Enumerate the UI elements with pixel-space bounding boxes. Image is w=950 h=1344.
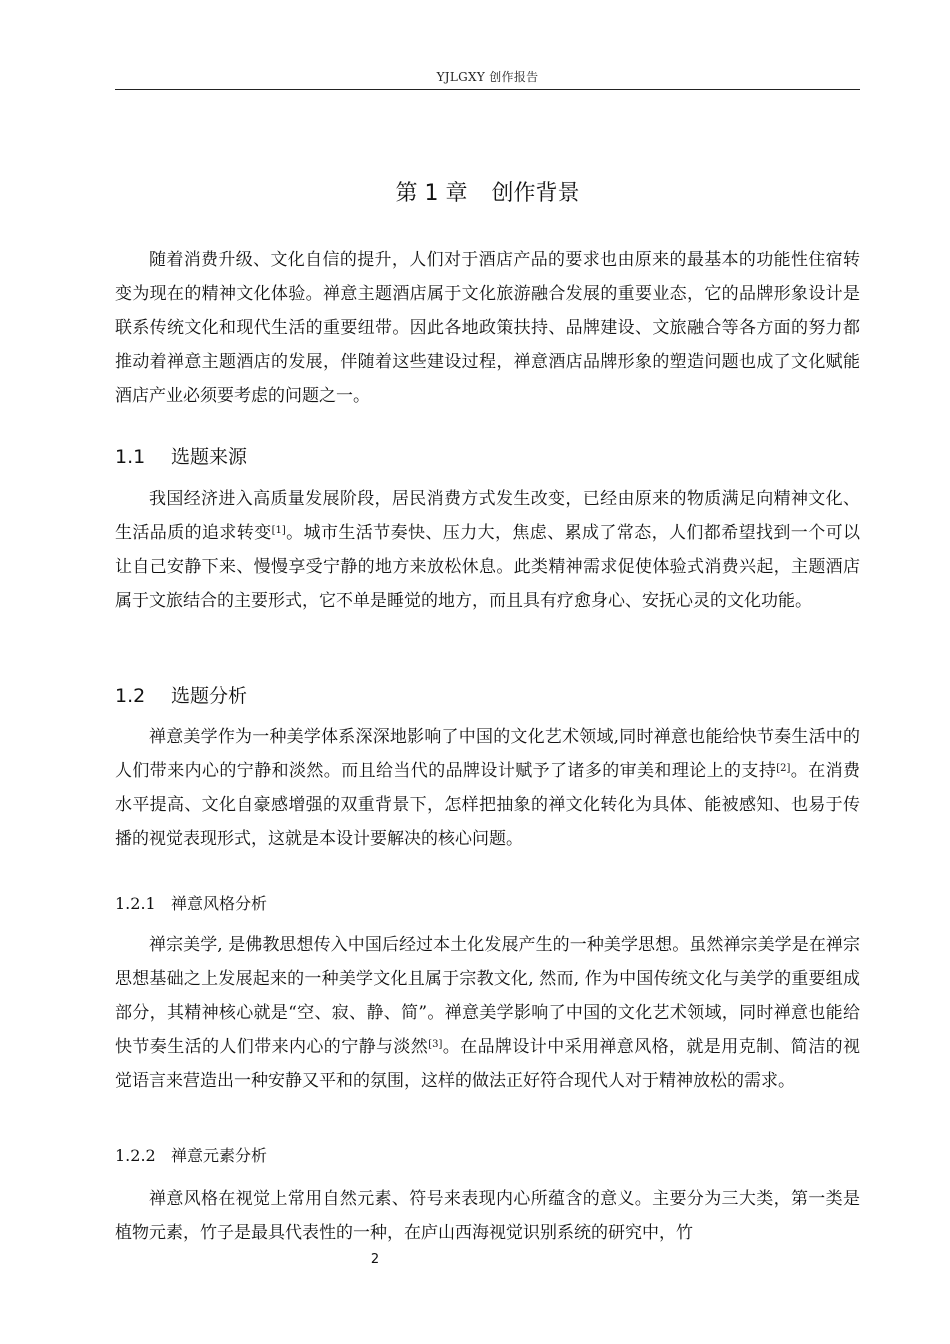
section-heading-1-2 <box>115 682 247 710</box>
paragraph-text: 。在品牌设计中采用禅意风格，就是用克制、简洁的视觉语言来营造出一种安静又平和的氛围，这样的做法正好符合现代人对于精神放松的需求。 <box>115 1037 861 1091</box>
paragraph-text: 。城市生活节奏快、压力大，焦虑、累成了常态，人们都希望找到一个可以让自己安静下来、慢慢享受宁静的地方来放松休息。此类精神需求促使体验式消费兴起，主题酒店属于文旅结合的主要形式，它不单是睡觉的地方，而且具有疗愈身心、安抚心灵的文化功能。 <box>115 523 861 611</box>
section-1-2-2-paragraph: 禅意风格在视觉上常用自然元素、符号来表现内心所蕴含的意义。主要分为三大类，第一类是植物元素，竹子是最具代表性的一种，在庐山西海视觉识别系统的研究中，竹 <box>115 1189 860 1243</box>
section-number: 1.1 <box>115 446 146 468</box>
section-1-2-1-paragraph <box>115 928 860 1098</box>
running-header: YJLGXY 创作报告 <box>436 70 539 84</box>
chapter-number: 第 1 章 <box>395 181 468 206</box>
subsection-title: 禅意元素分析 <box>171 1146 268 1165</box>
subsection-title: 禅意风格分析 <box>171 894 268 913</box>
chapter-title <box>115 176 860 212</box>
paragraph-text: 禅宗美学, 是佛教思想传入中国后经过本土化发展产生的一种美学思想。虽然禅宗美学是在禅宗思想基础之上发展起来的一种美学文化且属于宗教文化, 然而, 作为中国传统文化与美学的重要组成部分，其精神核心就是“空、寂、静、简”。禅意美学影响了中国的文化艺术领域，同时禅意也能给快节奏生活的人们带来内心的宁静与淡然 <box>115 935 860 1057</box>
section-title: 选题分析 <box>171 685 248 707</box>
page-number: 2 <box>370 1252 380 1267</box>
paragraph-text: 禅意美学作为一种美学体系深深地影响了中国的文化艺术领域,同时禅意也能给快节奏生活中的人们带来内心的宁静和淡然。而且给当代的品牌设计赋予了诸多的审美和理论上的支持 <box>115 727 860 781</box>
citation-3: [3] <box>428 1039 443 1050</box>
header-divider <box>115 89 860 90</box>
paragraph-text: 我国经济进入高质量发展阶段，居民消费方式发生改变，已经由原来的物质满足向精神文化、生活品质的追求转变 <box>115 489 860 543</box>
citation-1: [1] <box>271 525 286 536</box>
chapter-name: 创作背景 <box>491 181 580 206</box>
subsection-heading-1-2-2 <box>115 1143 267 1169</box>
section-1-1-paragraph <box>115 482 860 618</box>
section-1-2-paragraph <box>115 720 860 856</box>
section-title: 选题来源 <box>171 446 248 468</box>
section-number: 1.2 <box>115 685 146 707</box>
paragraph-text: 。在消费水平提高、文化自豪感增强的双重背景下，怎样把抽象的禅文化转化为具体、能被感知、也易于传播的视觉表现形式，这就是本设计要解决的核心问题。 <box>115 761 861 849</box>
subsection-number: 1.2.2 <box>115 1146 156 1165</box>
subsection-heading-1-2-1 <box>115 891 267 917</box>
section-heading-1-1 <box>115 443 247 471</box>
intro-paragraph: 随着消费升级、文化自信的提升，人们对于酒店产品的要求也由原来的最基本的功能性住宿转变为现在的精神文化体验。禅意主题酒店属于文化旅游融合发展的重要业态，它的品牌形象设计是联系传统文化和现代生活的重要纽带。因此各地政策扶持、品牌建设、文旅融合等各方面的努力都推动着禅意主题酒店的发展，伴随着这些建设过程，禅意酒店品牌形象的塑造问题也成了文化赋能酒店产业必须要考虑的问题之一。 <box>115 250 860 406</box>
subsection-number: 1.2.1 <box>115 894 156 913</box>
citation-2: [2] <box>776 763 791 774</box>
